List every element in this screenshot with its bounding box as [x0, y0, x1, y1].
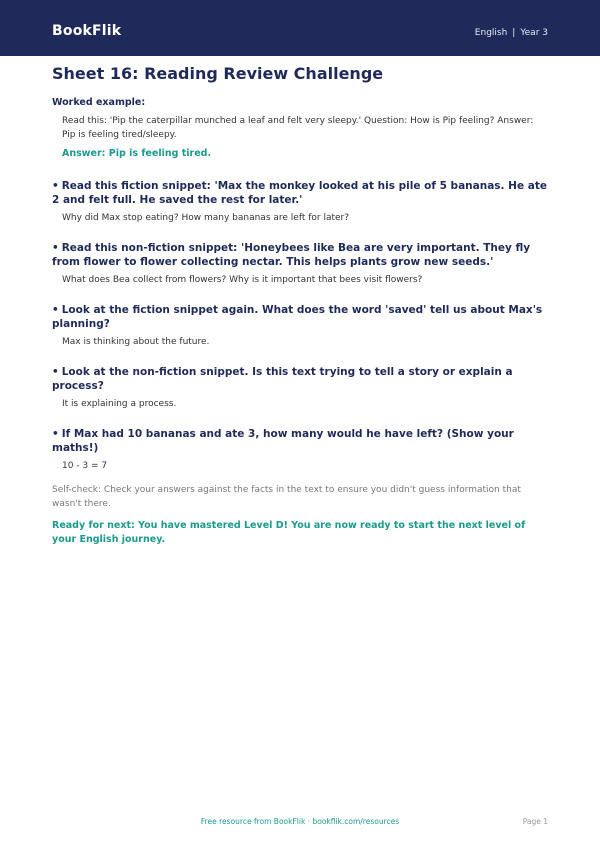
question-text [52, 179, 548, 207]
page-header [0, 0, 600, 56]
question-subtext: Max is thinking about the future. [62, 337, 210, 347]
bullet-icon: • [52, 428, 59, 440]
bullet-icon: • [52, 242, 59, 254]
question-item [52, 427, 548, 473]
question-item [52, 365, 548, 411]
question-subtext: What does Bea collect from flowers? Why is it important that bees visit flowers? [62, 275, 423, 285]
footer-source-link[interactable]: Free resource from BookFlik · bookflik.com/resources [200, 817, 400, 826]
bullet-icon: • [52, 366, 59, 378]
question-prompt: Read this non-fiction snippet: 'Honeybees like Bea are very important. They fly from flower to flower collecting nectar. This helps plants grow new seeds.' [52, 242, 531, 268]
question-prompt: Read this fiction snippet: 'Max the monkey looked at his pile of 5 bananas. He ate 2 and felt full. He saved the rest for later.' [52, 180, 547, 206]
worked-example-text: Read this: 'Pip the caterpillar munched a leaf and felt very sleepy.' Question: How is Pip feeling? Answer: Pip is feeling tired/sleepy. [62, 116, 534, 140]
subject-label: English [474, 28, 508, 38]
brand-logo: BookFlik [52, 23, 122, 39]
question-prompt: Look at the fiction snippet again. What does the word 'saved' tell us about Max's planning? [52, 304, 543, 330]
bullet-icon: • [52, 180, 59, 192]
bullet-icon: • [52, 304, 59, 316]
header-meta [475, 28, 548, 38]
self-check-note: Self-check: Check your answers against the facts in the text to ensure you didn't guess information that wasn't there. [52, 485, 521, 509]
page-number: Page 1 [522, 817, 548, 826]
year-label: Year 3 [520, 28, 548, 38]
worked-example-answer: Answer: Pip is feeling tired. [62, 148, 212, 159]
question-text [52, 241, 548, 269]
question-prompt: If Max had 10 bananas and ate 3, how many would he have left? (Show your maths!) [52, 428, 514, 454]
question-prompt: Look at the non-fiction snippet. Is this text trying to tell a story or explain a process? [52, 366, 513, 392]
question-item [52, 179, 548, 225]
question-text [52, 303, 548, 331]
next-step-note: Ready for next: You have mastered Level D! You are now ready to start the next level of your English journey. [52, 520, 526, 545]
question-subtext: Why did Max stop eating? How many bananas are left for later? [62, 213, 350, 223]
question-item [52, 241, 548, 287]
question-subtext: 10 - 3 = 7 [62, 461, 108, 471]
page-title: Sheet 16: Reading Review Challenge [52, 64, 384, 83]
question-subtext: It is explaining a process. [62, 399, 177, 409]
sheet-content [52, 64, 548, 547]
header-separator: | [512, 28, 516, 38]
question-text [52, 365, 548, 393]
question-item [52, 303, 548, 349]
worked-example-label: Worked example: [52, 97, 146, 108]
question-text [52, 427, 548, 455]
